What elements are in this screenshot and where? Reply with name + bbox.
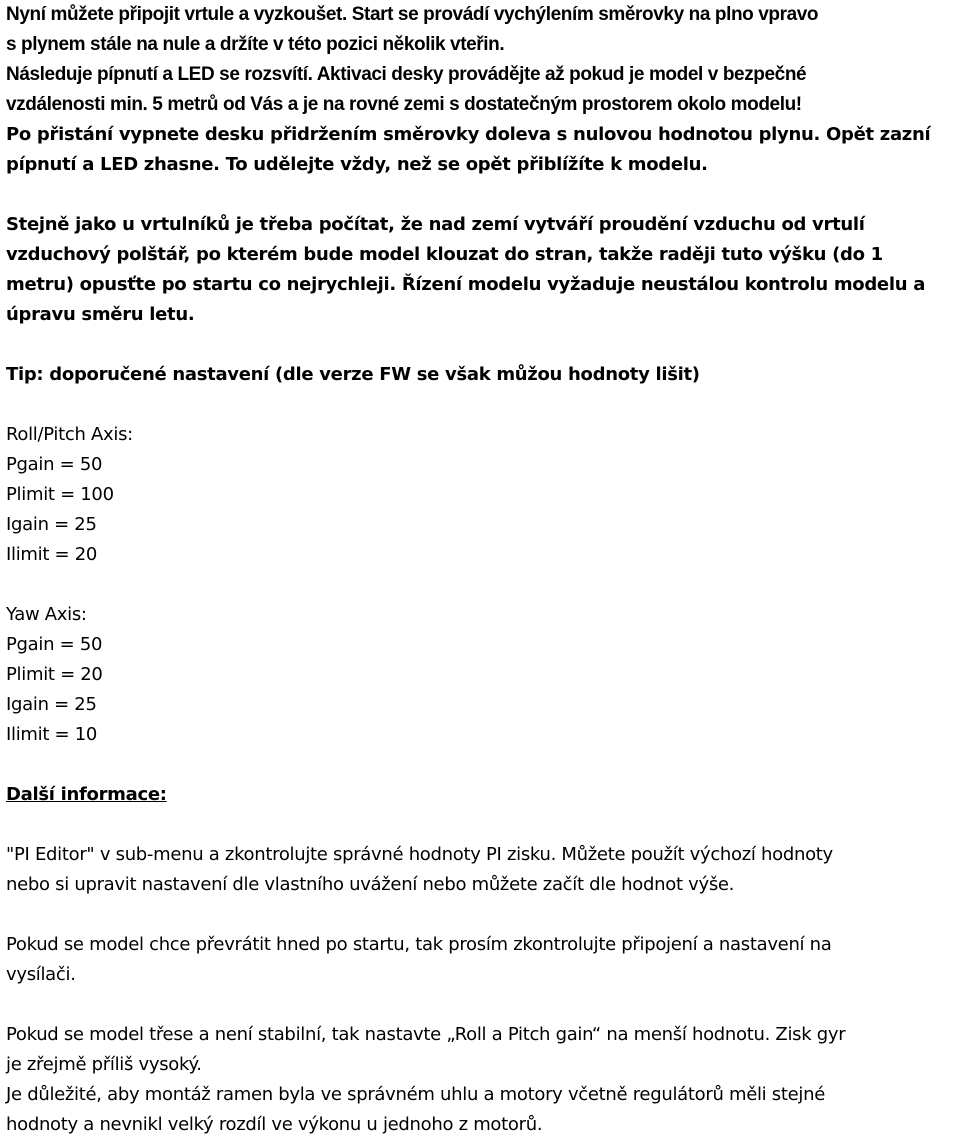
text-line: Pokud se model chce převrátit hned po startu, tak prosím zkontrolujte připojení a nastavení na [6, 934, 832, 955]
text-line: Následuje pípnutí a LED se rozsvítí. Aktivaci desky provádějte až pokud je model v bezpečné [6, 64, 807, 85]
text-line: je zřejmě příliš vysoký. [6, 1054, 202, 1075]
text-line: "PI Editor" v sub-menu a zkontrolujte správné hodnoty PI zisku. Můžete použít výchozí hodnoty [6, 844, 833, 865]
mount-paragraph [6, 1080, 956, 1140]
flip-paragraph [6, 930, 956, 990]
shake-paragraph [6, 1020, 956, 1080]
text-line: Po přistání vypnete desku přidržením směrovky doleva s nulovou hodnotou plynu. Opět zazní [6, 124, 931, 145]
text-line: s plynem stále na nule a držíte v této pozici několik vteřin. [6, 34, 505, 55]
hover-paragraph [6, 210, 956, 330]
text-line: úpravu směru letu. [6, 304, 195, 325]
text-line: vzduchový polštář, po kterém bude model klouzat do stran, takže raději tuto výšku (do 1 [6, 244, 883, 265]
tip-heading: Tip: doporučené nastavení (dle verze FW se však můžou hodnoty lišit) [6, 364, 700, 385]
setting-value: Igain = 25 [6, 694, 97, 715]
setting-value: Plimit = 20 [6, 664, 103, 685]
text-line: pípnutí a LED zhasne. To udělejte vždy, než se opět přiblížíte k modelu. [6, 154, 708, 175]
text-line: Je důležité, aby montáž ramen byla ve správném uhlu a motory včetně regulátorů měli stejné [6, 1084, 826, 1105]
text-line: Nyní můžete připojit vrtule a vyzkoušet. Start se provádí vychýlením směrovky na plno vpravo [6, 4, 819, 25]
text-line: vysílači. [6, 964, 76, 985]
more-info-heading: Další informace: [6, 784, 167, 805]
setting-value: Plimit = 100 [6, 484, 114, 505]
setting-value: Ilimit = 20 [6, 544, 98, 565]
document-page [6, 0, 956, 1140]
text-line: Pokud se model třese a není stabilní, tak nastavte „Roll a Pitch gain“ na menší hodnotu. Zisk gyr [6, 1024, 846, 1045]
text-line: hodnoty a nevnikl velký rozdíl ve výkonu u jednoho z motorů. [6, 1114, 543, 1135]
intro-paragraph [6, 0, 956, 120]
yaw-settings [6, 600, 956, 750]
setting-value: Pgain = 50 [6, 454, 103, 475]
text-line: metru) opusťte po startu co nejrychleji. Řízení modelu vyžaduje neustálou kontrolu modelu a [6, 274, 926, 295]
setting-value: Ilimit = 10 [6, 724, 98, 745]
axis-title: Roll/Pitch Axis: [6, 424, 133, 445]
text-line: vzdálenosti min. 5 metrů od Vás a je na rovné zemi s dostatečným prostorem okolo modelu! [6, 94, 802, 115]
setting-value: Pgain = 50 [6, 634, 103, 655]
axis-title: Yaw Axis: [6, 604, 87, 625]
pi-editor-paragraph [6, 840, 956, 900]
setting-value: Igain = 25 [6, 514, 97, 535]
text-line: nebo si upravit nastavení dle vlastního uvážení nebo můžete začít dle hodnot výše. [6, 874, 735, 895]
text-line: Stejně jako u vrtulníků je třeba počítat, že nad zemí vytváří proudění vzduchu od vrtulí [6, 214, 865, 235]
landing-paragraph [6, 120, 956, 180]
roll-pitch-settings [6, 420, 956, 570]
